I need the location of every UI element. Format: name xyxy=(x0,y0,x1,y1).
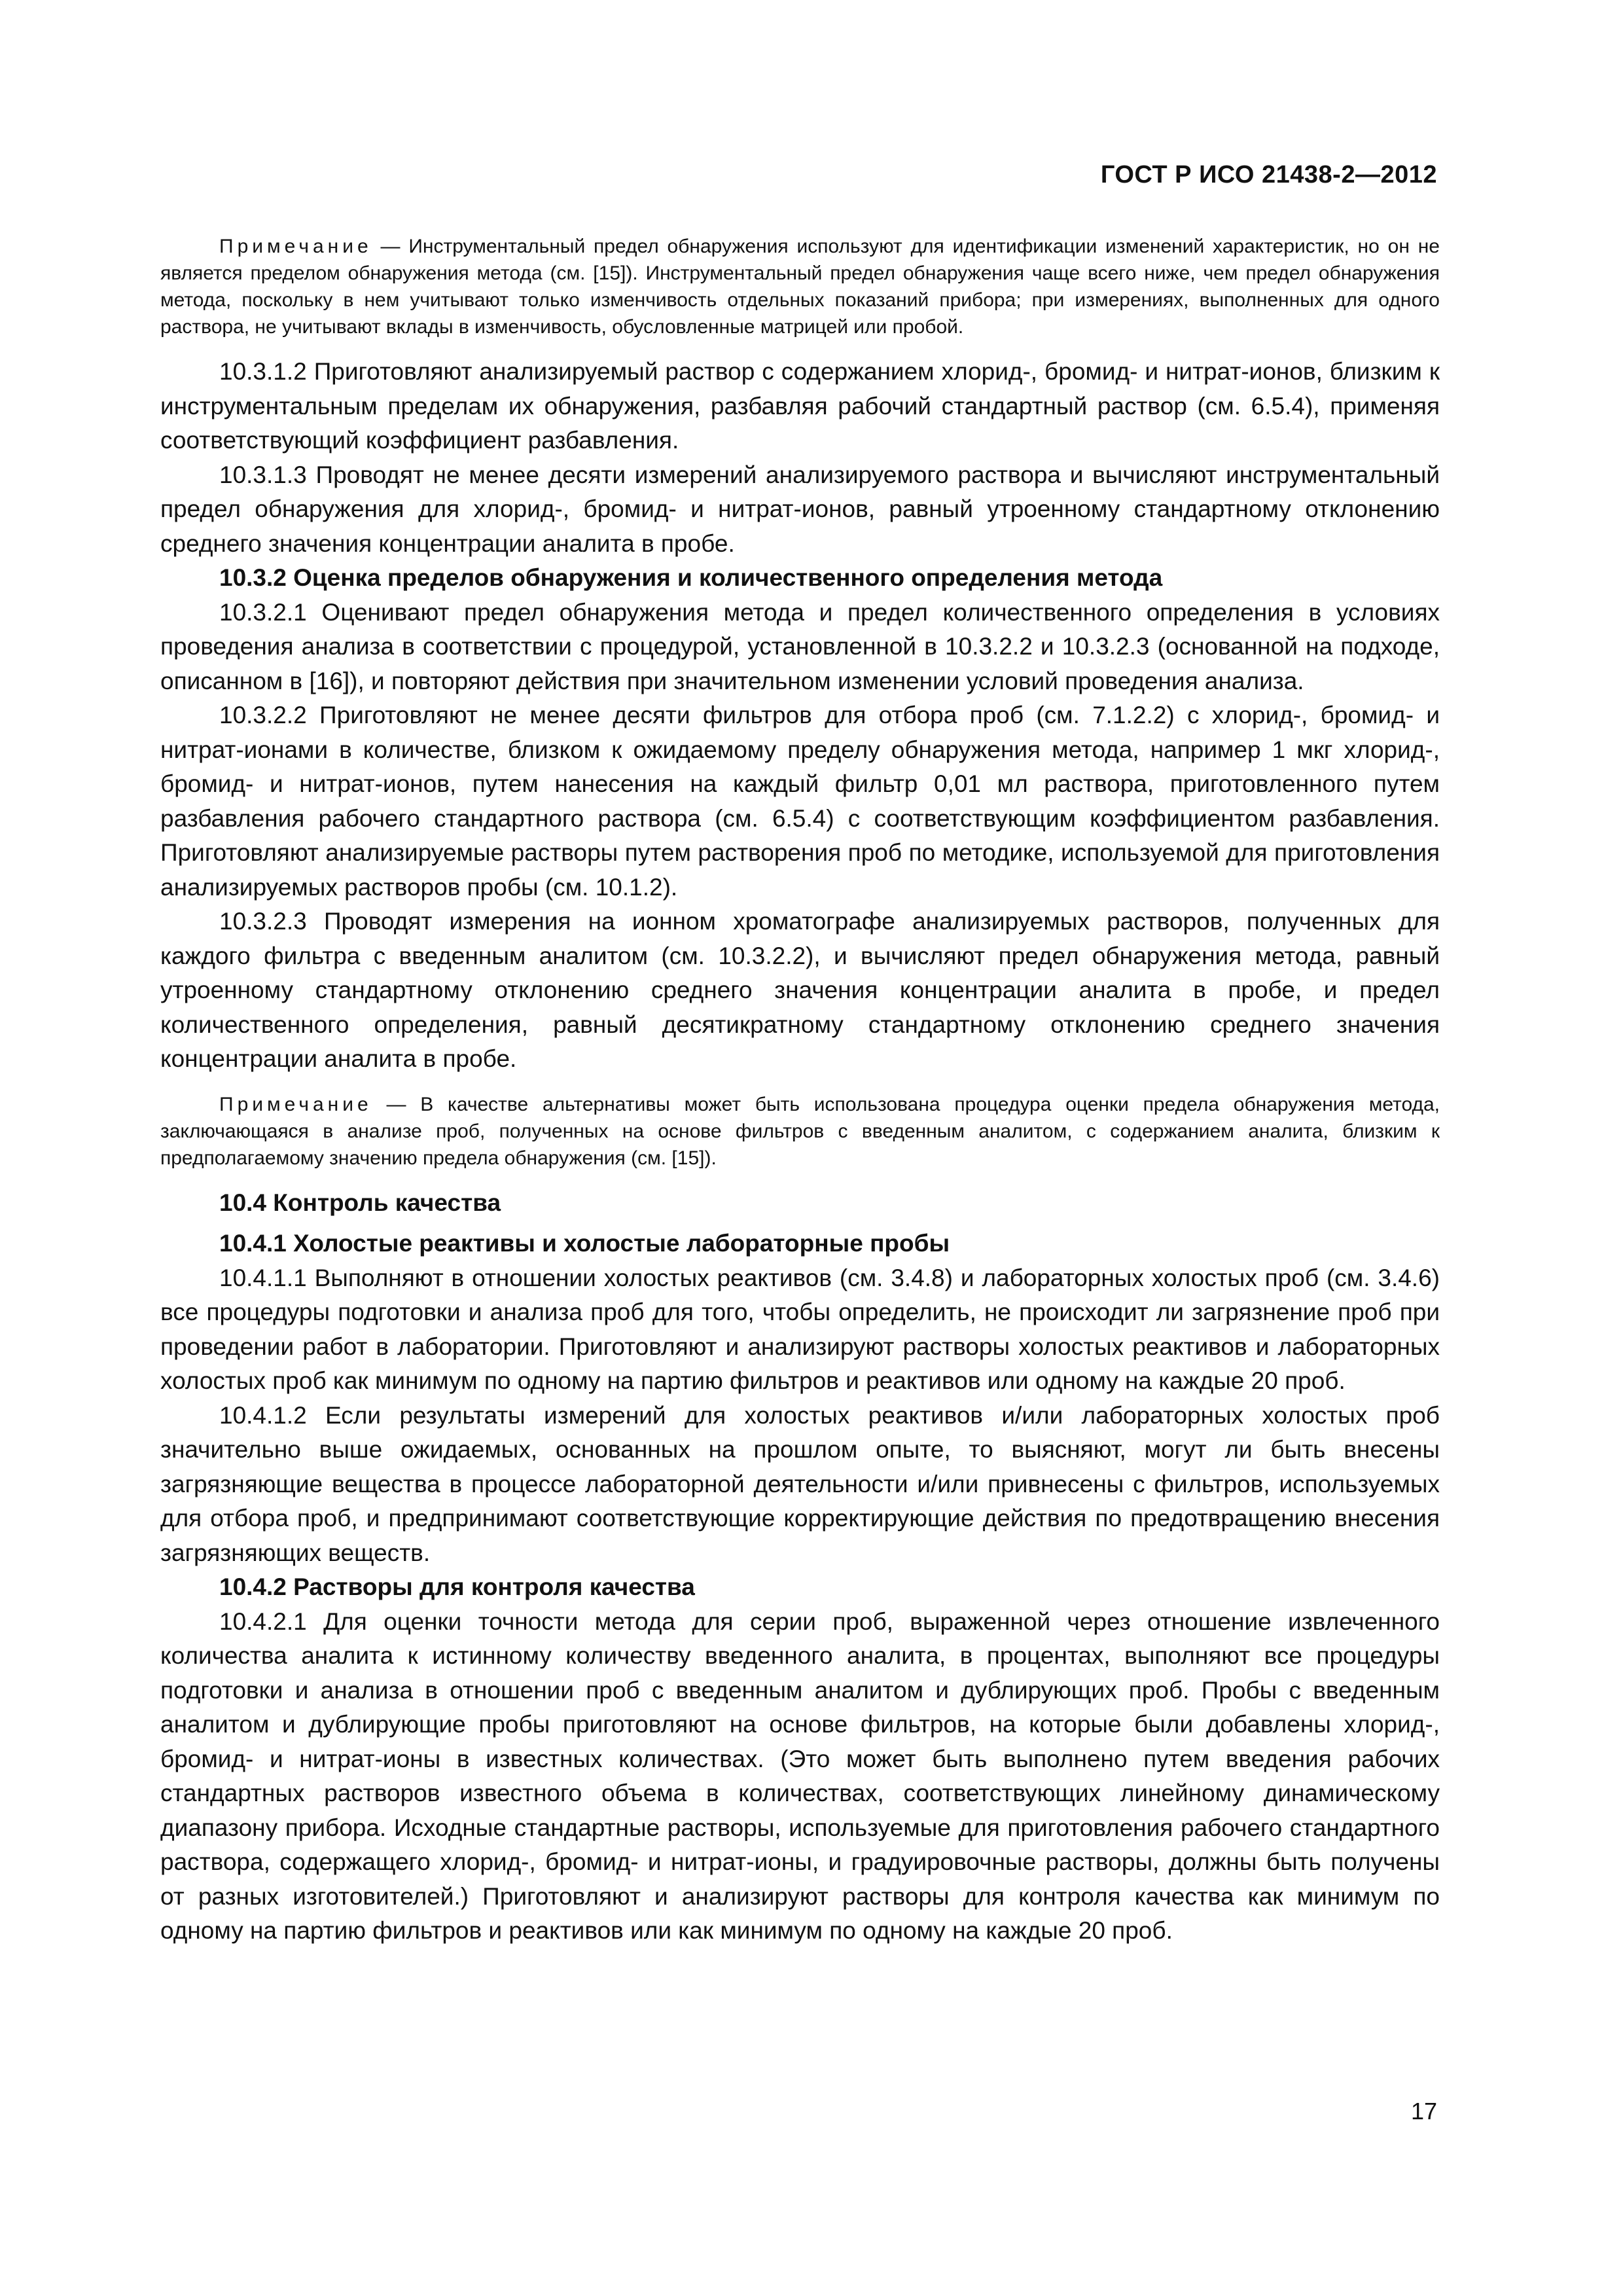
paragraph-10-3-2-3: 10.3.2.3 Проводят измерения на ионном хроматографе анализируемых растворов, полученных для каждого фильтра с введенным аналитом (см. 10.3.2.2), и вычисляют предел обнаружения метода, равный утроенному стандартному отклонению среднего значения концентрации аналита в пробе, и предел количественного определения, равный десятикратному стандартному отклонению среднего значения концентрации аналита в пробе. xyxy=(160,908,1440,1072)
note-alternative-procedure xyxy=(160,1091,1440,1172)
note-text: — В качестве альтернативы может быть использована процедура оценки предела обнаружения метода, заключающаяся в анализе проб, полученных на основе фильтров с введенным аналитом, с содержанием аналита, близким к предполагаемому значению предела обнаружения (см. [15]). xyxy=(160,1093,1440,1169)
heading-10-4: 10.4 Контроль качества xyxy=(219,1189,501,1216)
note-lead: Примечание xyxy=(219,236,372,257)
heading-10-4-2: 10.4.2 Растворы для контроля качества xyxy=(219,1573,695,1600)
paragraph-10-4-1-1: 10.4.1.1 Выполняют в отношении холостых реактивов (см. 3.4.8) и лабораторных холостых проб (см. 3.4.6) все процедуры подготовки и анализа проб для того, чтобы определить, не происходит ли загрязнение проб при проведении работ в лаборатории. Приготовляют и анализируют растворы холостых реактивов и лабораторных холостых проб как минимум по одному на партию фильтров и реактивов или одному на каждые 20 проб. xyxy=(160,1264,1440,1394)
paragraph-10-4-1-2: 10.4.1.2 Если результаты измерений для холостых реактивов и/или лабораторных холостых проб значительно выше ожидаемых, основанных на прошлом опыте, то выясняют, могут ли быть внесены загрязняющие вещества в процессе лабораторной деятельности и/или привнесены с фильтров, используемых для отбора проб, и предпринимают соответствующие корректирующие действия по предотвращению внесения загрязняющих веществ. xyxy=(160,1401,1440,1566)
paragraph-10-3-1-3: 10.3.1.3 Проводят не менее десяти измерений анализируемого раствора и вычисляют инструментальный предел обнаружения для хлорид-, бромид- и нитрат-ионов, равный утроенному стандартному отклонению среднего значения концентрации аналита в пробе. xyxy=(160,461,1440,557)
note-text: — Инструментальный предел обнаружения используют для идентификации изменений характеристик, но он не является пределом обнаружения метода (см. [15]). Инструментальный предел обнаружения чаще всего ниже, чем предел обнаружения метода, поскольку в нем учитывают только изменчивость отдельных показаний прибора; при измерениях, выполненных для одного раствора, не учитывают вклады в изменчивость, обусловленные матрицей или пробой. xyxy=(160,236,1440,338)
note-instrument-detection-limit xyxy=(160,233,1440,340)
note-lead: Примечание xyxy=(219,1093,372,1115)
heading-10-3-2: 10.3.2 Оценка пределов обнаружения и количественного определения метода xyxy=(219,564,1163,591)
document-id-header: ГОСТ Р ИСО 21438-2—2012 xyxy=(1100,161,1437,188)
paragraph-10-3-1-2: 10.3.1.2 Приготовляют анализируемый раствор с содержанием хлорид-, бромид- и нитрат-ионов, близким к инструментальным пределам их обнаружения, разбавляя рабочий стандартный раствор (см. 6.5.4), применяя соответствующий коэффициент разбавления. xyxy=(160,358,1440,454)
paragraph-10-3-2-2: 10.3.2.2 Приготовляют не менее десяти фильтров для отбора проб (см. 7.1.2.2) с хлорид-, бромид- и нитрат-ионами в количестве, близком к ожидаемому пределу обнаружения метода, например 1 мкг хлорид-, бромид- и нитрат-ионов, путем нанесения на каждый фильтр 0,01 мл раствора, приготовленного путем разбавления рабочего стандартного раствора (см. 6.5.4) с соответствующим коэффициентом разбавления. Приготовляют анализируемые растворы путем растворения проб по методике, используемой для приготовления анализируемых растворов пробы (см. 10.1.2). xyxy=(160,702,1440,901)
paragraph-10-4-2-1: 10.4.2.1 Для оценки точности метода для серии проб, выраженной через отношение извлеченного количества аналита к истинному количеству введенного аналита, в процентах, выполняют все процедуры подготовки и анализа в отношении проб с введенным аналитом и дублирующих проб. Пробы с введенным аналитом и дублирующие пробы приготовляют на основе фильтров, на которые были добавлены хлорид-, бромид- и нитрат-ионы в известных количествах. (Это может быть выполнено путем введения рабочих стандартных растворов известного объема в количествах, соответствующих линейному динамическому диапазону прибора. Исходные стандартные растворы, используемые для приготовления рабочего стандартного раствора, содержащего хлорид-, бромид- и нитрат-ионы, и градуировочные растворы, должны быть получены от разных изготовителей.) Приготовляют и анализируют растворы для контроля качества как минимум по одному на партию фильтров и реактивов или как минимум по одному на каждые 20 проб. xyxy=(160,1607,1440,1944)
page-number: 17 xyxy=(1410,2098,1437,2125)
page-body xyxy=(160,233,1440,1948)
heading-10-4-1: 10.4.1 Холостые реактивы и холостые лабораторные пробы xyxy=(219,1230,950,1257)
paragraph-10-3-2-1: 10.3.2.1 Оценивают предел обнаружения метода и предел количественного определения в условиях проведения анализа в соответствии с процедурой, установленной в 10.3.2.2 и 10.3.2.3 (основанной на подходе, описанном в [16]), и повторяют действия при значительном изменении условий проведения анализа. xyxy=(160,598,1440,694)
